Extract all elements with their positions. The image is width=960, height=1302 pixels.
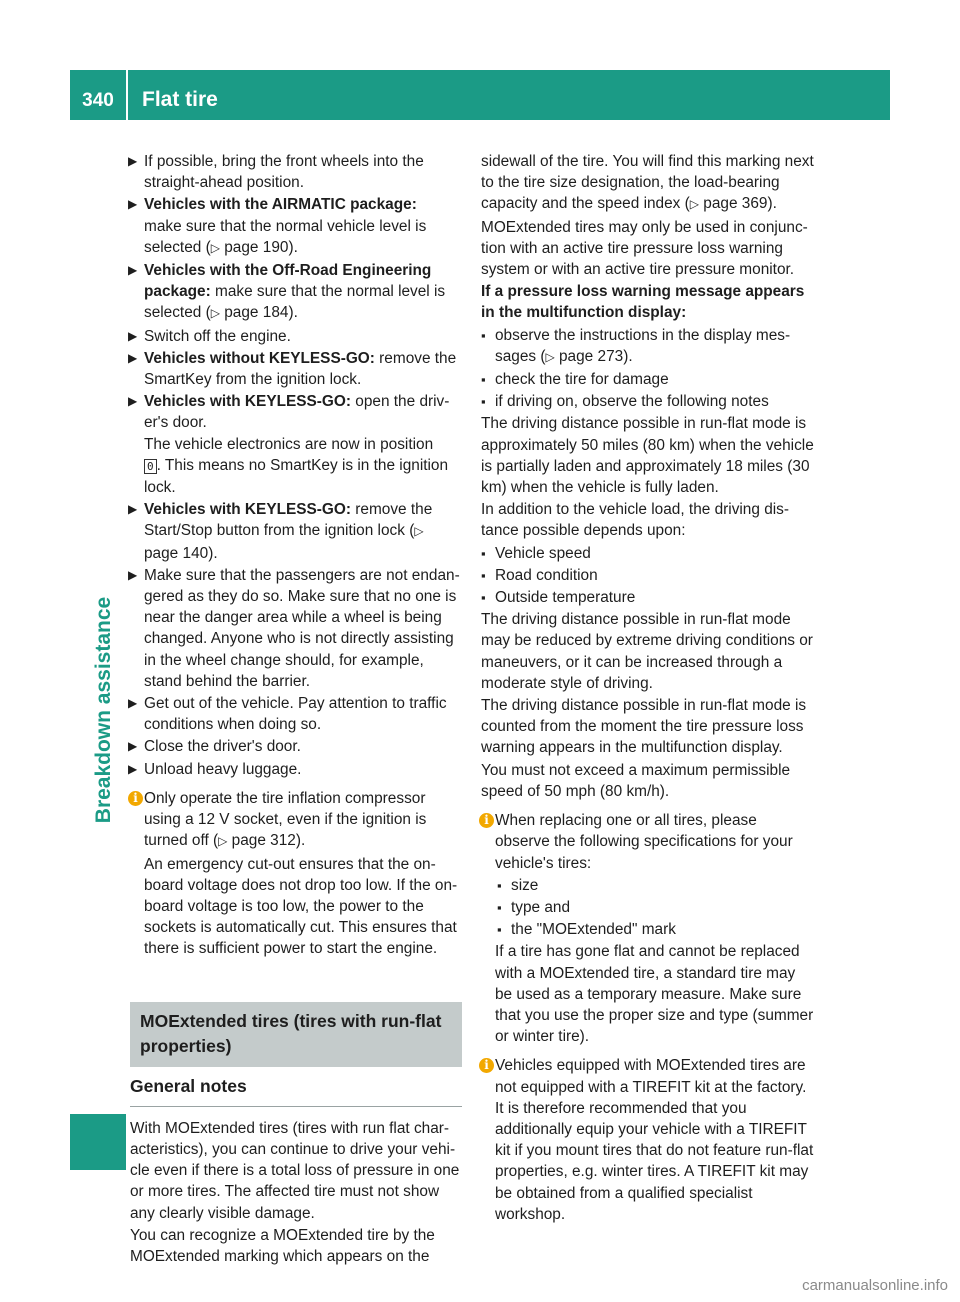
- arrow-icon: ▶: [128, 197, 138, 212]
- bullet-icon: ▪: [481, 590, 486, 606]
- info-note: i Vehicles equipped with MOExtended tires are not equipped with a TIREFIT kit at the factory. It is therefore recommended that you additionally equip your vehicle with a TIREFIT kit if you mount tires that do not feature run-flat properties, e.g. winter tires. A TIREFIT kit may be obtained from a qualified specialist workshop.: [481, 1055, 815, 1225]
- bullet-item: ▪ type and: [497, 898, 571, 916]
- watermark: carmanualsonline.info: [802, 1277, 948, 1294]
- page-reference-icon: ▷: [689, 197, 699, 212]
- arrow-icon: ▶: [128, 328, 138, 343]
- bullet-icon: ▪: [481, 327, 486, 343]
- bullet-item: ▪ Road condition: [481, 566, 598, 584]
- arrow-icon: ▶: [128, 567, 138, 582]
- paragraph: The driving distance possible in run-flat mode is approximately 50 miles (80 km) when the vehicle is partially laden and approximately 18 miles (30 km) when the vehicle is fully laden.: [481, 415, 814, 497]
- bullet-icon: ▪: [481, 567, 486, 583]
- bullet-icon: ▪: [481, 372, 486, 388]
- step-item: ▶ Vehicles without KEYLESS-GO: remove the SmartKey from the ignition lock.: [128, 349, 457, 389]
- arrow-icon: ▶: [128, 696, 138, 711]
- bullet-item: ▪ the "MOExtended" mark: [497, 921, 676, 939]
- bullet-icon: ▪: [497, 877, 502, 893]
- ignition-position-glyph: 0: [144, 459, 157, 474]
- side-tab-label: Breakdown assistance: [92, 596, 115, 824]
- step-item: ▶ Make sure that the passengers are not endangered as they do so. Make sure that no one is near the danger area while a wheel is being changed. Anyone who is not directly assisting in the wheel change should, for example, stand behind the barrier.: [128, 566, 460, 690]
- page-reference-icon: ▷: [210, 240, 220, 255]
- arrow-icon: ▶: [128, 739, 138, 754]
- info-icon: i: [479, 813, 494, 828]
- step-item: ▶ If possible, bring the front wheels into the straight-ahead position.: [128, 153, 424, 192]
- side-tab: [84, 596, 124, 824]
- paragraph: The driving distance possible in run-flat mode may be reduced by extreme driving conditions or maneuvers, or it can be increased through a moderate style of driving.: [481, 611, 813, 692]
- side-block: [70, 1114, 126, 1170]
- page-title: Flat tire: [142, 88, 218, 111]
- paragraph: You can recognize a MOExtended tire by the MOExtended marking which appears on the: [130, 1226, 435, 1265]
- paragraph: In addition to the vehicle load, the driving distance possible depends upon:: [481, 501, 790, 540]
- paragraph: You must not exceed a maximum permissible speed of 50 mph (80 km/h).: [481, 761, 791, 800]
- bullet-icon: ▪: [497, 922, 502, 938]
- section-heading: MOExtended tires (tires with run-flat properties): [130, 1002, 462, 1067]
- right-column: [481, 151, 815, 1227]
- step-item: ▶ Switch off the engine.: [128, 327, 291, 345]
- page-reference-icon: ▷: [218, 834, 228, 849]
- info-note: i When replacing one or all tires, please observe the following specifications for your vehicle's tires: ▪ size ▪ type and ▪ the "MOExtended" mark If a tire has gone flat and cannot be replaced with a MOExtended tire, a standard tire may be used as a temporary measure. Make sure that you use the proper size and type (summer or winter tire).: [481, 810, 815, 1047]
- bullet-item: ▪ Vehicle speed: [481, 544, 591, 562]
- page-reference[interactable]: page 190).: [224, 238, 298, 256]
- step-item: ▶ Unload heavy luggage.: [128, 760, 302, 778]
- step-item: ▶ Get out of the vehicle. Pay attention to traffic conditions when doing so.: [128, 695, 447, 734]
- page-reference[interactable]: page 312).: [231, 832, 306, 850]
- bullet-item: ▪ if driving on, observe the following notes: [481, 393, 769, 411]
- left-column: [130, 151, 462, 1268]
- bullet-item: ▪ observe the instructions in the display messages (▷ page 273).: [481, 326, 791, 365]
- info-icon: i: [479, 1058, 494, 1073]
- page-reference[interactable]: page 273).: [559, 347, 633, 365]
- bullet-item: ▪ size: [497, 876, 539, 894]
- header-divider: [126, 70, 128, 120]
- arrow-icon: ▶: [128, 154, 138, 168]
- info-note: i Only operate the tire inflation compressor using a 12 V socket, even if the ignition is turned off (▷ page 312). An emergency cut-out ensures that the on-board voltage does not drop too low. If the on-board voltage is too low, the power to the sockets is automatically cut. This ensures that there is sufficient power to start the engine.: [130, 788, 462, 960]
- paragraph: sidewall of the tire. You will find this marking next to the tire size designation, the load-bearing capacity and the speed index (▷ page 369).: [481, 153, 814, 213]
- page-reference-icon: ▷: [210, 306, 220, 321]
- step-item: ▶ Vehicles with the AIRMATIC package: make sure that the normal vehicle level is selected (▷ page 190).: [128, 196, 427, 256]
- bullet-item: ▪ check the tire for damage: [481, 371, 669, 389]
- page-reference[interactable]: page 369).: [703, 195, 777, 213]
- arrow-icon: ▶: [128, 502, 138, 517]
- step-item: ▶ Vehicles with the Off-Road Engineering package: make sure that the normal level is selected (▷ page 184).: [128, 262, 446, 322]
- step-item: ▶ Vehicles with KEYLESS-GO: open the driver's door. The vehicle electronics are now in position 0 . This means no SmartKey is in the ignition lock.: [128, 393, 450, 497]
- paragraph: The driving distance possible in run-flat mode is counted from the moment the tire pressure loss warning appears in the multifunction display.: [481, 697, 807, 757]
- page-reference[interactable]: page 140).: [144, 544, 218, 562]
- bullet-icon: ▪: [481, 394, 486, 410]
- bullet-item: ▪ Outside temperature: [481, 589, 636, 607]
- subheading: General notes: [130, 1076, 462, 1107]
- arrow-icon: ▶: [128, 263, 138, 278]
- paragraph: With MOExtended tires (tires with run flat characteristics), you can continue to drive your vehicle even if there is a total loss of pressure in one or more tires. The affected tire must not show any clearly visible damage.: [130, 1119, 460, 1222]
- info-icon: i: [128, 791, 143, 806]
- arrow-icon: ▶: [128, 761, 138, 776]
- arrow-icon: ▶: [128, 394, 138, 409]
- bullet-icon: ▪: [497, 899, 502, 915]
- page-number: 340: [82, 90, 114, 111]
- step-item: ▶ Close the driver's door.: [128, 738, 301, 756]
- bullet-icon: ▪: [481, 545, 486, 561]
- step-item: ▶ Vehicles with KEYLESS-GO: remove the Start/Stop button from the ignition lock (▷ page 140).: [128, 501, 433, 562]
- paragraph: MOExtended tires may only be used in conjunction with an active tire pressure loss warning system or with an active tire pressure monitor.: [481, 218, 808, 279]
- page-reference-icon: ▷: [414, 524, 424, 539]
- arrow-icon: ▶: [128, 350, 138, 365]
- page-reference-icon: ▷: [545, 349, 555, 364]
- page-reference[interactable]: page 184).: [224, 304, 298, 322]
- bold-paragraph: If a pressure loss warning message appears in the multifunction display:: [481, 283, 805, 322]
